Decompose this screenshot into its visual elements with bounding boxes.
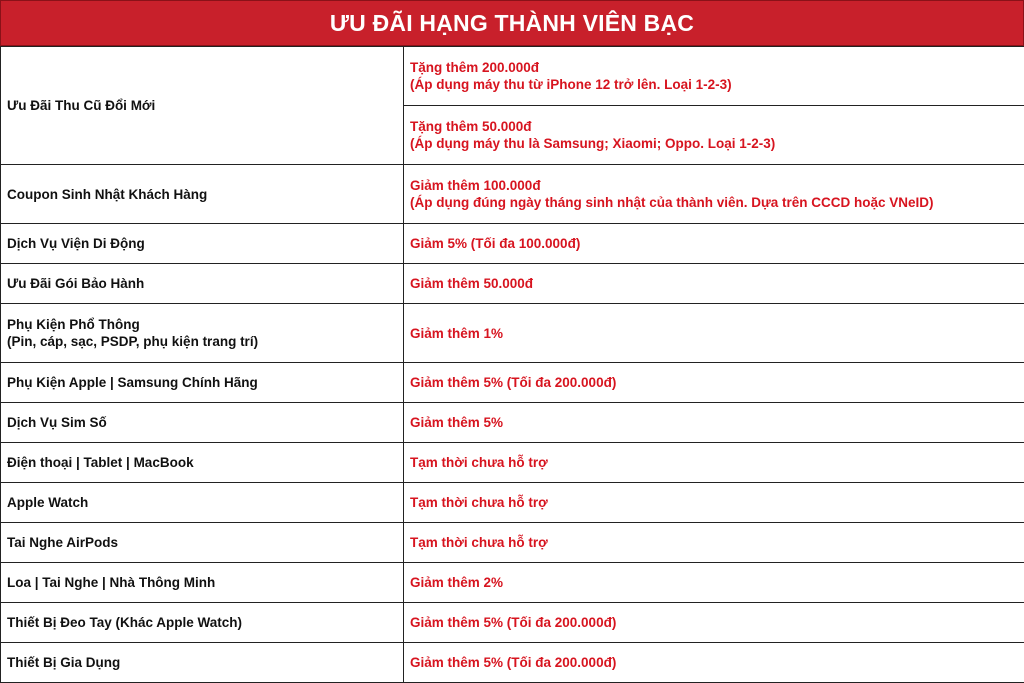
table-row: [1, 403, 1024, 443]
benefit-value: [404, 523, 1024, 563]
value-text: (Áp dụng máy thu từ iPhone 12 trở lên. Loại 1-2-3): [410, 77, 732, 92]
benefit-category: [1, 483, 404, 523]
value-text: Giảm thêm 5%: [410, 415, 504, 430]
benefit-category: [1, 264, 404, 304]
value-text: Tạm thời chưa hỗ trợ: [410, 535, 548, 550]
category-text: Dịch Vụ Sim Số: [7, 415, 107, 430]
benefit-category: [1, 47, 404, 165]
benefit-value: [404, 403, 1024, 443]
value-text: Giảm thêm 50.000đ: [410, 276, 534, 291]
value-text: Tặng thêm 50.000đ: [410, 119, 532, 134]
benefit-value: [404, 363, 1024, 403]
benefit-value: [404, 443, 1024, 483]
category-text: Loa | Tai Nghe | Nhà Thông Minh: [7, 575, 216, 590]
table-row: [1, 603, 1024, 643]
value-text: Giảm thêm 100.000đ: [410, 178, 541, 193]
benefit-category: [1, 563, 404, 603]
category-text: Ưu Đãi Gói Bảo Hành: [7, 276, 145, 291]
value-text: Giảm thêm 1%: [410, 325, 504, 341]
value-text: Giảm thêm 5% (Tối đa 200.000đ): [410, 375, 617, 390]
table-row: [1, 47, 1024, 106]
table-row: [1, 363, 1024, 403]
benefit-category: [1, 304, 404, 363]
category-text: Thiết Bị Đeo Tay (Khác Apple Watch): [7, 615, 243, 630]
table-row: [1, 523, 1024, 563]
benefit-category: [1, 165, 404, 224]
category-text: Dịch Vụ Viện Di Động: [7, 236, 145, 251]
benefit-value: [404, 603, 1024, 643]
benefit-category: [1, 643, 404, 683]
category-text: Coupon Sinh Nhật Khách Hàng: [7, 186, 208, 202]
benefit-value: [404, 47, 1024, 106]
benefit-value: [404, 264, 1024, 304]
category-text: Tai Nghe AirPods: [7, 535, 119, 550]
benefit-category: [1, 443, 404, 483]
value-text: Tạm thời chưa hỗ trợ: [410, 455, 548, 470]
value-text: Giảm thêm 2%: [410, 575, 504, 590]
table-row: [1, 443, 1024, 483]
value-text: Giảm thêm 5% (Tối đa 200.000đ): [410, 615, 617, 630]
table-row: [1, 643, 1024, 683]
table-row: [1, 483, 1024, 523]
benefit-value: [404, 483, 1024, 523]
value-text: Giảm 5% (Tối đa 100.000đ): [410, 236, 581, 251]
benefit-value: [404, 563, 1024, 603]
table-row: [1, 304, 1024, 363]
benefit-category: [1, 224, 404, 264]
benefit-category: [1, 523, 404, 563]
value-text: (Áp dụng đúng ngày tháng sinh nhật của thành viên. Dựa trên CCCD hoặc VNeID): [410, 195, 934, 210]
benefit-value: [404, 304, 1024, 363]
value-text: Tặng thêm 200.000đ: [410, 60, 540, 75]
benefit-value: [404, 165, 1024, 224]
benefit-category: [1, 363, 404, 403]
category-text: Điện thoại | Tablet | MacBook: [7, 455, 194, 470]
value-text: Tạm thời chưa hỗ trợ: [410, 495, 548, 510]
table-row: [1, 224, 1024, 264]
table-row: [1, 264, 1024, 304]
benefit-value: [404, 643, 1024, 683]
page-title: ƯU ĐÃI HẠNG THÀNH VIÊN BẠC: [0, 0, 1024, 46]
benefit-value: [404, 224, 1024, 264]
benefit-category: [1, 603, 404, 643]
benefit-value: [404, 106, 1024, 165]
category-text: Thiết Bị Gia Dụng: [7, 655, 121, 670]
value-text: Giảm thêm 5% (Tối đa 200.000đ): [410, 655, 617, 670]
table-row: [1, 165, 1024, 224]
table-row: [1, 563, 1024, 603]
value-text: (Áp dụng máy thu là Samsung; Xiaomi; Oppo. Loại 1-2-3): [410, 136, 776, 151]
benefits-table: [0, 46, 1024, 683]
category-text: Phụ Kiện Phổ Thông: [7, 317, 140, 332]
benefit-category: [1, 403, 404, 443]
category-text: Apple Watch: [7, 495, 89, 510]
category-text: (Pin, cáp, sạc, PSDP, phụ kiện trang trí): [7, 334, 259, 349]
category-text: Ưu Đãi Thu Cũ Đổi Mới: [7, 98, 156, 113]
category-text: Phụ Kiện Apple | Samsung Chính Hãng: [7, 375, 258, 390]
